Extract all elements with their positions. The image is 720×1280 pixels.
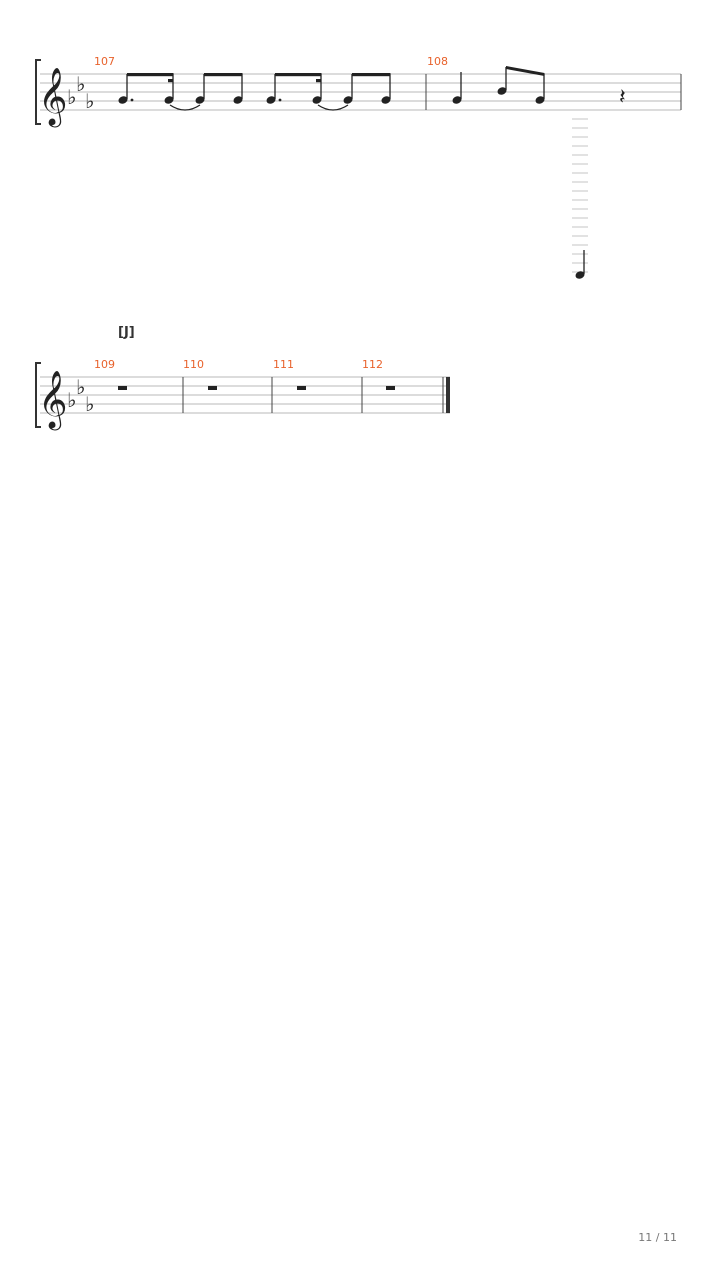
svg-text:♭: ♭	[76, 375, 86, 399]
measure-number: 112	[362, 358, 383, 371]
whole-rests	[118, 386, 395, 390]
measure-number: 111	[273, 358, 294, 371]
ledger-lines	[572, 119, 588, 272]
svg-text:♭: ♭	[85, 392, 95, 416]
measure-number: 110	[183, 358, 204, 371]
section-marker: [J]	[118, 325, 135, 340]
measure-number: 108	[427, 55, 448, 68]
staff-lines	[40, 377, 450, 413]
key-signature-flats	[67, 72, 94, 113]
whole-rest-icon	[386, 386, 395, 390]
svg-text:♭: ♭	[67, 85, 77, 109]
page-number: 11 / 11	[638, 1231, 677, 1244]
system-2	[36, 325, 450, 431]
whole-rest-icon	[208, 386, 217, 390]
staff-lines	[40, 74, 681, 110]
final-barline-thick	[446, 377, 450, 413]
quarter-rest-icon: 𝄽	[619, 85, 626, 110]
measure-number: 109	[94, 358, 115, 371]
key-signature-flats	[67, 375, 94, 416]
whole-rest-icon	[297, 386, 306, 390]
whole-rest-icon	[118, 386, 127, 390]
system-1	[36, 55, 681, 280]
measure-number: 107	[94, 55, 115, 68]
svg-text:♭: ♭	[85, 89, 95, 113]
treble-clef-icon: 𝄞	[38, 67, 68, 125]
measure-108-notes	[451, 66, 625, 280]
svg-text:♭: ♭	[67, 388, 77, 412]
svg-text:♭: ♭	[76, 72, 86, 96]
treble-clef-icon: 𝄞	[38, 370, 68, 428]
